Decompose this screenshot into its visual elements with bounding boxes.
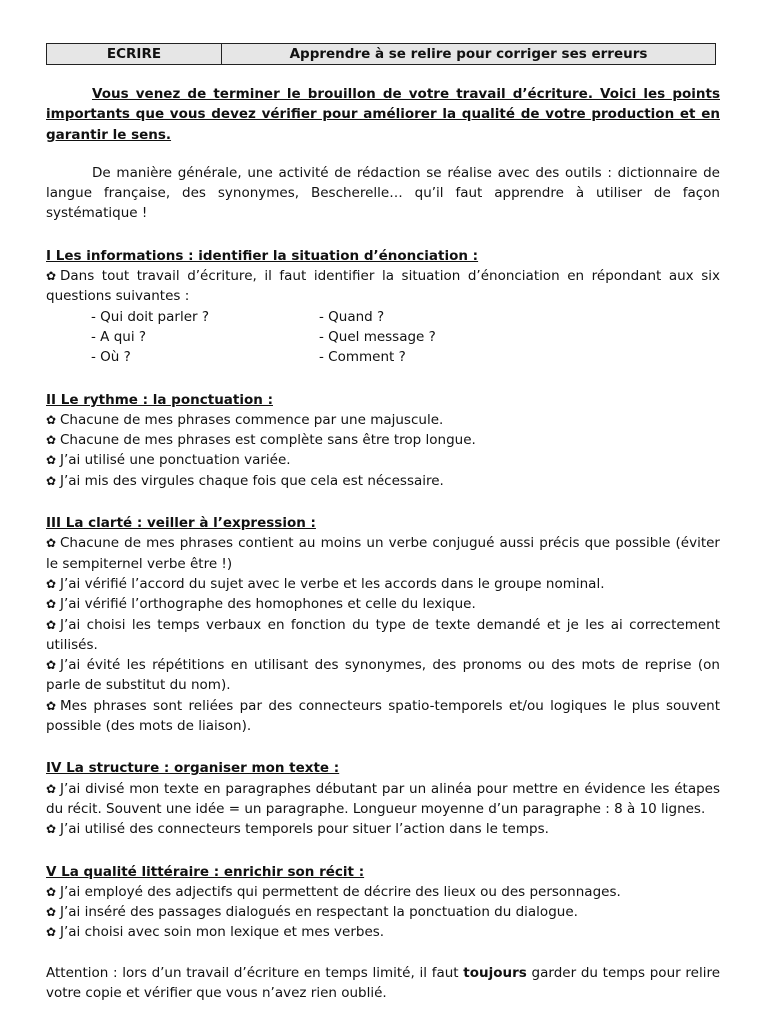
list-item: ✿ J’ai évité les répétitions en utilisant des synonymes, des pronoms ou des mots de reprise (on parle de substitut du nom). [46,657,720,694]
section-structure [46,758,720,839]
flower-bullet-icon: ✿ [46,822,57,837]
document-page [46,43,720,1003]
list-item: ✿ J’ai vérifié l’accord du sujet avec le verbe et les accords dans le groupe nominal. [46,574,720,594]
title-cell: Apprendre à se relire pour corriger ses erreurs [222,44,716,65]
flower-bullet-icon: ✿ [46,925,57,940]
flower-bullet-icon: ✿ [46,884,57,899]
section-title: I Les informations : identifier la situation d’énonciation : [46,247,479,264]
list-item: ✿ J’ai mis des virgules chaque fois que cela est nécessaire. [46,471,720,491]
section-qualite [46,862,720,943]
section-title: II Le rythme : la ponctuation : [46,391,273,408]
general-paragraph: De manière générale, une activité de rédaction se réalise avec des outils : dictionnaire de langue française, des synonymes, Bescherelle… qu’il faut apprendre à utiliser de façon systématique ! [46,164,720,222]
question: - Quel message ? [319,328,436,345]
list-item: ✿ Mes phrases sont reliées par des connecteurs spatio-temporels et/ou logiques le plus souvent possible (des mots de liaison). [46,697,720,735]
section-title: V La qualité littéraire : enrichir son récit : [46,863,365,880]
questions-grid [91,307,720,368]
flower-bullet-icon: ✿ [46,412,57,427]
list-item: ✿ J’ai vérifié l’orthographe des homophones et celle du lexique. [46,594,720,614]
section-title: IV La structure : organiser mon texte : [46,760,340,777]
flower-bullet-icon: ✿ [46,597,57,612]
flower-bullet-icon: ✿ [46,781,57,796]
emphasis-word: toujours [463,964,527,981]
flower-bullet-icon: ✿ [46,617,57,632]
flower-bullet-icon: ✿ [46,576,57,591]
question: - A qui ? [91,328,147,345]
flower-bullet-icon: ✿ [46,433,57,448]
section-informations [46,246,720,368]
flower-bullet-icon: ✿ [46,905,57,920]
intro-paragraph: Vous venez de terminer le brouillon de votre travail d’écriture. Voici les points importants que vous devez vérifier pour améliorer la qualité de votre production et en garantir le sens. [46,86,720,143]
list-item: ✿ Dans tout travail d’écriture, il faut identifier la situation d’énonciation en répondant aux six questions suivantes : [46,268,720,305]
flower-bullet-icon: ✿ [46,536,57,551]
flower-bullet-icon: ✿ [46,269,57,284]
flower-bullet-icon: ✿ [46,453,57,468]
flower-bullet-icon: ✿ [46,698,57,713]
section-clarte [46,513,720,736]
list-item: ✿ Chacune de mes phrases est complète sans être trop longue. [46,430,720,450]
question: - Qui doit parler ? [91,308,210,325]
list-item: ✿ J’ai utilisé une ponctuation variée. [46,450,720,470]
list-item: ✿ J’ai employé des adjectifs qui permettent de décrire des lieux ou des personnages. [46,882,720,902]
list-item: ✿ J’ai divisé mon texte en paragraphes débutant par un alinéa pour mettre en évidence les étapes du récit. Souvent une idée = un paragraphe. Longueur moyenne d’un paragraphe : 8 à 10 lignes. [46,780,720,817]
flower-bullet-icon: ✿ [46,473,57,488]
section-rythme [46,390,720,491]
list-item: ✿ J’ai inséré des passages dialogués en respectant la ponctuation du dialogue. [46,902,720,922]
list-item: ✿ J’ai choisi les temps verbaux en fonction du type de texte demandé et je les ai correctement utilisés. [46,616,720,653]
list-item: ✿ Chacune de mes phrases contient au moins un verbe conjugué aussi précis que possible (éviter le sempiternel verbe être !) [46,535,720,572]
footer-note: Attention : lors d’un travail d’écriture en temps limité, il faut toujours garder du temps pour relire votre copie et vérifier que vous n’avez rien oublié. [46,964,721,1001]
question: - Comment ? [319,349,406,366]
flower-bullet-icon: ✿ [46,658,57,673]
subject-cell: ECRIRE [47,44,222,65]
header-table [46,43,716,65]
section-title: III La clarté : veiller à l’expression : [46,515,316,532]
list-item: ✿ J’ai utilisé des connecteurs temporels pour situer l’action dans le temps. [46,819,720,839]
list-item: ✿ J’ai choisi avec soin mon lexique et mes verbes. [46,922,720,942]
question: - Où ? [91,349,131,366]
question: - Quand ? [319,308,385,325]
list-item: ✿ Chacune de mes phrases commence par une majuscule. [46,410,720,430]
